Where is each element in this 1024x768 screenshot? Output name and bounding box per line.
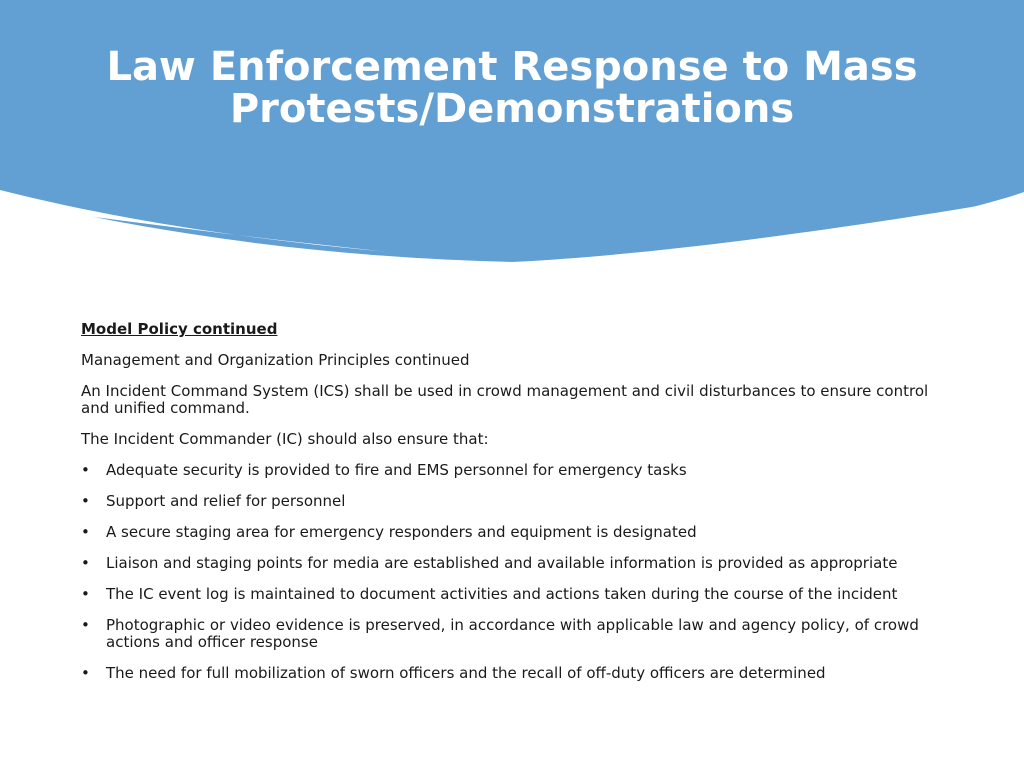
bullet-item <box>81 586 951 603</box>
paragraph-ics: An Incident Command System (ICS) shall be used in crowd management and civil disturbances to ensure control and unified command. <box>81 382 929 417</box>
bullet-item <box>81 462 951 479</box>
bullet-text: Support and relief for personnel <box>106 492 346 510</box>
bullet-item <box>81 665 951 682</box>
bullet-item <box>81 493 951 510</box>
bullet-item <box>81 555 951 572</box>
bullet-text: Liaison and staging points for media are established and available information is provided as appropriate <box>106 554 898 572</box>
bullet-icon: • <box>81 664 90 682</box>
bullet-icon: • <box>81 554 90 572</box>
subheading: Management and Organization Principles continued <box>81 351 470 369</box>
header-wave-background <box>0 0 1024 270</box>
bullet-text: Adequate security is provided to fire and EMS personnel for emergency tasks <box>106 461 687 479</box>
bullet-icon: • <box>81 523 90 541</box>
slide-title: Law Enforcement Response to Mass Protests/Demonstrations <box>106 44 918 132</box>
bullet-icon: • <box>81 492 90 510</box>
bullet-text: Photographic or video evidence is preserved, in accordance with applicable law and agency policy, of crowd actions and officer response <box>106 616 919 651</box>
bullet-list <box>81 462 951 682</box>
bullet-item <box>81 617 951 651</box>
bullet-text: The need for full mobilization of sworn officers and the recall of off-duty officers are determined <box>106 664 826 682</box>
bullet-icon: • <box>81 461 90 479</box>
paragraph-ic-intro: The Incident Commander (IC) should also ensure that: <box>81 430 489 448</box>
slide-body <box>81 321 951 696</box>
bullet-item <box>81 524 951 541</box>
bullet-icon: • <box>81 616 90 634</box>
bullet-text: A secure staging area for emergency responders and equipment is designated <box>106 523 697 541</box>
section-heading: Model Policy continued <box>81 320 278 338</box>
bullet-icon: • <box>81 585 90 603</box>
bullet-text: The IC event log is maintained to document activities and actions taken during the course of the incident <box>106 585 898 603</box>
